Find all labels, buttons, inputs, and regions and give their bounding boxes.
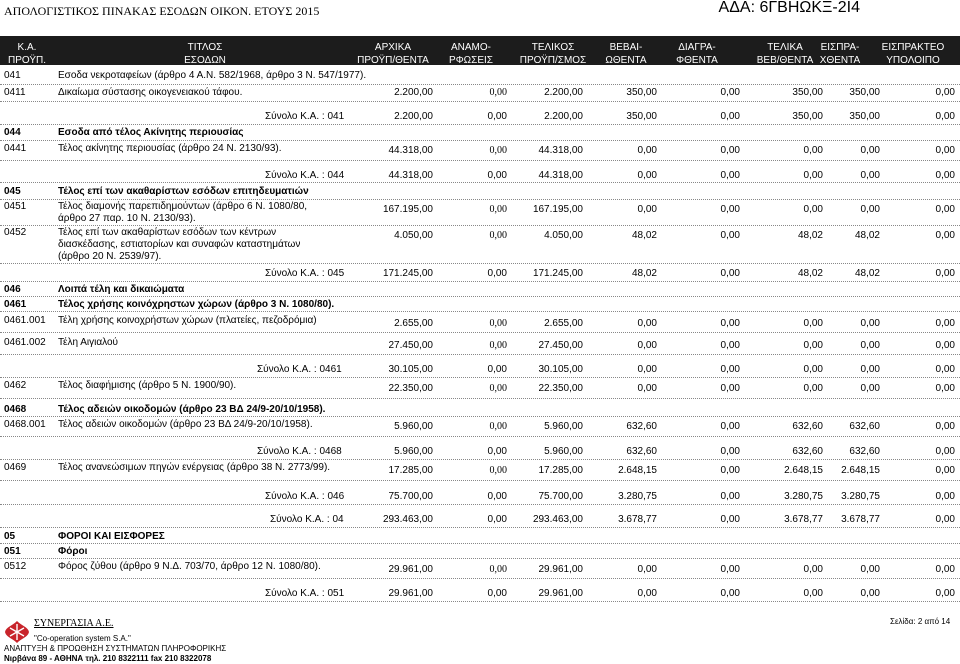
- final-cert-value: 0,00: [803, 364, 823, 375]
- realloc-value: 0,00: [489, 145, 507, 156]
- row-divider: [0, 160, 960, 161]
- deleted-value: 0,00: [720, 204, 740, 215]
- deleted-value: 0,00: [720, 446, 740, 457]
- remaining-value: 0,00: [935, 145, 955, 156]
- certified-value: 632,60: [626, 446, 657, 457]
- footer-address: Νιρβάνα 89 - ΑΘΗΝΑ τηλ. 210 8322111 fax 210 8322078: [4, 654, 212, 663]
- row-code: 0441: [4, 143, 27, 154]
- remaining-value: 0,00: [935, 491, 955, 502]
- row-title: Δικαίωμα σύστασης οικογενειακού τάφου.: [58, 87, 243, 98]
- subtotal-label: Σύνολο Κ.Α. : 0468: [257, 446, 342, 457]
- initial-value: 29.961,00: [388, 588, 433, 599]
- realloc-value: 0,00: [487, 111, 507, 122]
- row-title: Εσοδα νεκροταφείων (άρθρο 4 Α.Ν. 582/1968, άρθρο 3 Ν. 547/1977).: [58, 70, 367, 81]
- row-divider: [0, 311, 960, 312]
- row-divider: [0, 332, 960, 333]
- final-value: 44.318,00: [538, 170, 583, 181]
- final-value: 75.700,00: [538, 491, 583, 502]
- row-code: 0461.002: [4, 337, 46, 348]
- ada-code: ΑΔΑ: 6ΓΒΗΩΚΞ-2Ι4: [718, 0, 860, 16]
- row-divider: [0, 416, 960, 417]
- row-divider: [0, 182, 960, 183]
- header-final-cert: ΤΕΛΙΚΑ ΒΕΒ/ΘΕΝΤΑ: [756, 42, 814, 66]
- header-final: ΤΕΛΙΚΟΣ ΠΡΟΫΠ/ΣΜΟΣ: [519, 42, 587, 66]
- row-code: 0469: [4, 462, 27, 473]
- final-cert-value: 350,00: [792, 87, 823, 98]
- remaining-value: 0,00: [935, 170, 955, 181]
- page-number: Σελίδα: 2 από 14: [890, 617, 951, 626]
- remaining-value: 0,00: [935, 421, 955, 432]
- final-cert-value: 0,00: [803, 170, 823, 181]
- realloc-value: 0,00: [487, 268, 507, 279]
- final-value: 27.450,00: [538, 340, 583, 351]
- initial-value: 44.318,00: [388, 170, 433, 181]
- deleted-value: 0,00: [720, 268, 740, 279]
- realloc-value: 0,00: [487, 364, 507, 375]
- initial-value: 75.700,00: [388, 491, 433, 502]
- row-divider: [0, 84, 960, 85]
- row-title: ΦΟΡΟΙ ΚΑΙ ΕΙΣΦΟΡΕΣ: [58, 531, 165, 542]
- header-realloc: ΑΝΑΜΟ- ΡΦΩΣΕΙΣ: [449, 42, 493, 66]
- row-title: Φόροι: [58, 546, 88, 557]
- row-code: 045: [4, 186, 21, 197]
- collected-value: 632,60: [849, 446, 880, 457]
- deleted-value: 0,00: [720, 491, 740, 502]
- collected-value: 0,00: [860, 318, 880, 329]
- certified-value: 2.648,15: [618, 465, 657, 476]
- row-divider: [0, 296, 960, 297]
- certified-value: 0,00: [637, 364, 657, 375]
- certified-value: 350,00: [626, 87, 657, 98]
- deleted-value: 0,00: [720, 318, 740, 329]
- row-divider: [0, 225, 960, 226]
- deleted-value: 0,00: [720, 87, 740, 98]
- initial-value: 293.463,00: [382, 514, 433, 525]
- row-divider: [0, 263, 960, 264]
- subtotal-label: Σύνολο Κ.Α. : 041: [265, 111, 345, 122]
- realloc-value: 0,00: [489, 383, 507, 394]
- row-divider: [0, 527, 960, 528]
- initial-value: 2.200,00: [394, 111, 433, 122]
- realloc-value: 0,00: [489, 318, 507, 329]
- row-code: 05: [4, 531, 16, 542]
- certified-value: 48,02: [631, 230, 657, 241]
- header-title: ΤΙΤΛΟΣ ΕΣΟΔΩΝ: [184, 42, 226, 66]
- collected-value: 0,00: [860, 364, 880, 375]
- realloc-value: 0,00: [489, 340, 507, 351]
- final-cert-value: 48,02: [797, 268, 823, 279]
- realloc-value: 0,00: [489, 230, 507, 241]
- collected-value: 3.280,75: [841, 491, 880, 502]
- final-value: 44.318,00: [538, 145, 583, 156]
- footer-system: "Co-operation system S.A.": [34, 634, 131, 643]
- initial-value: 4.050,00: [394, 230, 433, 241]
- row-title: Λοιπά τέλη και δικαιώματα: [58, 284, 185, 295]
- remaining-value: 0,00: [935, 364, 955, 375]
- row-divider: [0, 601, 960, 602]
- row-title: Τέλη χρήσης κοινοχρήστων χώρων (πλατείες, πεζοδρόμια): [58, 315, 317, 326]
- company-logo-icon: [4, 620, 30, 644]
- initial-value: 2.200,00: [394, 87, 433, 98]
- footer-company: ΣΥΝΕΡΓΑΣΙΑ Α.Ε.: [34, 618, 114, 629]
- row-divider: [0, 543, 960, 544]
- final-value: 29.961,00: [538, 588, 583, 599]
- footer-description: ΑΝΑΠΤΥΞΗ & ΠΡΟΩΘΗΣΗ ΣΥΣΤΗΜΑΤΩΝ ΠΛΗΡΟΦΟΡΙΚΗΣ: [4, 644, 227, 653]
- final-value: 171.245,00: [532, 268, 583, 279]
- row-code: 041: [4, 70, 21, 81]
- header-collected: ΕΙΣΠΡΑ- ΧΘΕΝΤΑ: [819, 42, 861, 66]
- collected-value: 0,00: [860, 564, 880, 575]
- header-deleted: ΔΙΑΓΡΑ- ΦΘΕΝΤΑ: [676, 42, 718, 66]
- remaining-value: 0,00: [935, 383, 955, 394]
- row-divider: [0, 199, 960, 200]
- final-value: 4.050,00: [544, 230, 583, 241]
- row-divider: [0, 558, 960, 559]
- final-value: 2.200,00: [544, 111, 583, 122]
- row-code: 0411: [4, 87, 26, 98]
- collected-value: 0,00: [860, 145, 880, 156]
- final-cert-value: 3.280,75: [784, 491, 823, 502]
- collected-value: 632,60: [849, 421, 880, 432]
- remaining-value: 0,00: [935, 111, 955, 122]
- initial-value: 29.961,00: [388, 564, 433, 575]
- row-title: Τέλος αδειών οικοδομών (άρθρο 23 ΒΔ 24/9-20/10/1958).: [58, 419, 313, 430]
- row-divider: [0, 578, 960, 579]
- subtotal-label: Σύνολο Κ.Α. : 04: [270, 514, 344, 525]
- header-code: Κ.Α. ΠΡΟΫΠ.: [7, 42, 47, 66]
- deleted-value: 0,00: [720, 230, 740, 241]
- row-code: 0461.001: [4, 315, 46, 326]
- remaining-value: 0,00: [935, 514, 955, 525]
- collected-value: 0,00: [860, 204, 880, 215]
- initial-value: 171.245,00: [382, 268, 433, 279]
- final-value: 30.105,00: [538, 364, 583, 375]
- row-divider: [0, 101, 960, 102]
- initial-value: 5.960,00: [394, 446, 433, 457]
- realloc-value: 0,00: [489, 204, 507, 215]
- remaining-value: 0,00: [935, 465, 955, 476]
- row-code: 0462: [4, 380, 27, 391]
- row-divider: [0, 281, 960, 282]
- realloc-value: 0,00: [487, 491, 507, 502]
- collected-value: 0,00: [860, 588, 880, 599]
- realloc-value: 0,00: [489, 421, 507, 432]
- deleted-value: 0,00: [720, 514, 740, 525]
- table-header: [0, 36, 960, 65]
- certified-value: 3.280,75: [618, 491, 657, 502]
- row-divider: [0, 480, 960, 481]
- initial-value: 17.285,00: [388, 465, 433, 476]
- certified-value: 0,00: [637, 318, 657, 329]
- final-value: 17.285,00: [538, 465, 583, 476]
- realloc-value: 0,00: [487, 588, 507, 599]
- document-title: ΑΠΟΛΟΓΙΣΤΙΚΟΣ ΠΙΝΑΚΑΣ ΕΣΟΔΩΝ ΟΙΚΟΝ. ΕΤΟΥΣ 2015: [4, 4, 320, 18]
- subtotal-label: Σύνολο Κ.Α. : 046: [265, 491, 345, 502]
- initial-value: 27.450,00: [388, 340, 433, 351]
- remaining-value: 0,00: [935, 204, 955, 215]
- row-divider: [0, 398, 960, 399]
- row-title-cont: διασκέδασης, εστιατορίων και συναφών καταστημάτων: [58, 239, 301, 250]
- subtotal-label: Σύνολο Κ.Α. : 0461: [257, 364, 342, 375]
- row-title: Εσοδα από τέλος Ακίνητης περιουσίας: [58, 127, 244, 138]
- final-cert-value: 350,00: [792, 111, 823, 122]
- initial-value: 5.960,00: [394, 421, 433, 432]
- row-divider: [0, 436, 960, 437]
- subtotal-label: Σύνολο Κ.Α. : 045: [265, 268, 345, 279]
- final-cert-value: 3.678,77: [784, 514, 823, 525]
- initial-value: 30.105,00: [388, 364, 433, 375]
- row-code: 0468: [4, 404, 27, 415]
- row-title-cont: άρθρο 27 παρ. 10 Ν. 2130/93).: [58, 213, 196, 224]
- certified-value: 0,00: [637, 204, 657, 215]
- initial-value: 2.655,00: [394, 318, 433, 329]
- certified-value: 48,02: [631, 268, 657, 279]
- collected-value: 350,00: [849, 111, 880, 122]
- certified-value: 0,00: [637, 170, 657, 181]
- certified-value: 0,00: [637, 340, 657, 351]
- remaining-value: 0,00: [935, 588, 955, 599]
- final-cert-value: 0,00: [803, 340, 823, 351]
- row-divider: [0, 140, 960, 141]
- deleted-value: 0,00: [720, 564, 740, 575]
- realloc-value: 0,00: [489, 465, 507, 476]
- collected-value: 2.648,15: [841, 465, 880, 476]
- row-title: Φόρος ζύθου (άρθρο 9 Ν.Δ. 703/70, άρθρο 12 Ν. 1080/80).: [58, 561, 321, 572]
- collected-value: 48,02: [854, 268, 880, 279]
- row-title: Τέλος επί των ακαθαρίστων εσόδων επιτηδευματιών: [58, 186, 309, 197]
- initial-value: 44.318,00: [388, 145, 433, 156]
- remaining-value: 0,00: [935, 318, 955, 329]
- row-code: 051: [4, 546, 21, 557]
- final-cert-value: 0,00: [803, 588, 823, 599]
- row-divider: [0, 377, 960, 378]
- final-value: 293.463,00: [532, 514, 583, 525]
- row-code: 044: [4, 127, 21, 138]
- certified-value: 0,00: [637, 588, 657, 599]
- final-cert-value: 632,60: [792, 421, 823, 432]
- deleted-value: 0,00: [720, 340, 740, 351]
- header-remaining: ΕΙΣΠΡΑΚΤΕΟ ΥΠΟΛΟΙΠΟ: [881, 42, 945, 66]
- row-code: 0461: [4, 299, 27, 310]
- row-code: 0468.001: [4, 419, 46, 430]
- row-code: 0452: [4, 227, 27, 238]
- header-initial: ΑΡΧΙΚΑ ΠΡΟΫΠ/ΘΕΝΤΑ: [357, 42, 429, 66]
- row-code: 0512: [4, 561, 27, 572]
- row-code: 0451: [4, 201, 27, 212]
- certified-value: 350,00: [626, 111, 657, 122]
- final-value: 2.200,00: [544, 87, 583, 98]
- row-title: Τέλος επί των ακαθαρίστων εσόδων των κέντρων: [58, 227, 277, 238]
- final-cert-value: 0,00: [803, 383, 823, 394]
- deleted-value: 0,00: [720, 145, 740, 156]
- final-cert-value: 48,02: [797, 230, 823, 241]
- row-title: Τέλος χρήσης κοινόχρηστων χώρων (άρθρο 3 Ν. 1080/80).: [58, 299, 335, 310]
- row-title-cont: (άρθρο 20 Ν. 2539/97).: [58, 251, 162, 262]
- realloc-value: 0,00: [487, 170, 507, 181]
- remaining-value: 0,00: [935, 230, 955, 241]
- row-divider: [0, 354, 960, 355]
- deleted-value: 0,00: [720, 170, 740, 181]
- subtotal-label: Σύνολο Κ.Α. : 044: [265, 170, 345, 181]
- final-value: 5.960,00: [544, 421, 583, 432]
- remaining-value: 0,00: [935, 564, 955, 575]
- initial-value: 167.195,00: [382, 204, 433, 215]
- remaining-value: 0,00: [935, 268, 955, 279]
- final-cert-value: 0,00: [803, 204, 823, 215]
- row-title: Τέλος ακίνητης περιουσίας (άρθρο 24 Ν. 2130/93).: [58, 143, 282, 154]
- deleted-value: 0,00: [720, 364, 740, 375]
- collected-value: 0,00: [860, 383, 880, 394]
- row-title: Τέλος ανανεώσιμων πηγών ενέργειας (άρθρο 38 Ν. 2773/99).: [58, 462, 331, 473]
- collected-value: 3.678,77: [841, 514, 880, 525]
- realloc-value: 0,00: [489, 564, 507, 575]
- header-certified: ΒΕΒΑΙ- ΩΘΕΝΤΑ: [605, 42, 647, 66]
- final-value: 167.195,00: [532, 204, 583, 215]
- row-divider: [0, 504, 960, 505]
- remaining-value: 0,00: [935, 446, 955, 457]
- final-cert-value: 0,00: [803, 318, 823, 329]
- collected-value: 350,00: [849, 87, 880, 98]
- collected-value: 0,00: [860, 340, 880, 351]
- final-value: 29.961,00: [538, 564, 583, 575]
- remaining-value: 0,00: [935, 87, 955, 98]
- collected-value: 48,02: [854, 230, 880, 241]
- row-divider: [0, 459, 960, 460]
- row-divider: [0, 124, 960, 125]
- final-value: 5.960,00: [544, 446, 583, 457]
- subtotal-label: Σύνολο Κ.Α. : 051: [265, 588, 345, 599]
- certified-value: 0,00: [637, 383, 657, 394]
- certified-value: 0,00: [637, 564, 657, 575]
- final-value: 2.655,00: [544, 318, 583, 329]
- final-cert-value: 0,00: [803, 145, 823, 156]
- final-cert-value: 0,00: [803, 564, 823, 575]
- row-code: 046: [4, 284, 21, 295]
- row-title: Τέλος διαφήμισης (άρθρο 5 Ν. 1900/90).: [58, 380, 237, 391]
- row-title: Τέλος διαμονής παρεπιδημούντων (άρθρο 6 Ν. 1080/80,: [58, 201, 308, 212]
- collected-value: 0,00: [860, 170, 880, 181]
- final-value: 22.350,00: [538, 383, 583, 394]
- final-cert-value: 632,60: [792, 446, 823, 457]
- final-cert-value: 2.648,15: [784, 465, 823, 476]
- row-title: Τέλος αδειών οικοδομών (άρθρο 23 ΒΔ 24/9-20/10/1958).: [58, 404, 326, 415]
- remaining-value: 0,00: [935, 340, 955, 351]
- deleted-value: 0,00: [720, 421, 740, 432]
- deleted-value: 0,00: [720, 465, 740, 476]
- certified-value: 3.678,77: [618, 514, 657, 525]
- deleted-value: 0,00: [720, 588, 740, 599]
- realloc-value: 0,00: [489, 87, 507, 98]
- deleted-value: 0,00: [720, 383, 740, 394]
- deleted-value: 0,00: [720, 111, 740, 122]
- certified-value: 0,00: [637, 145, 657, 156]
- realloc-value: 0,00: [487, 446, 507, 457]
- realloc-value: 0,00: [487, 514, 507, 525]
- certified-value: 632,60: [626, 421, 657, 432]
- row-title: Τέλη Αιγιαλού: [58, 337, 119, 348]
- initial-value: 22.350,00: [388, 383, 433, 394]
